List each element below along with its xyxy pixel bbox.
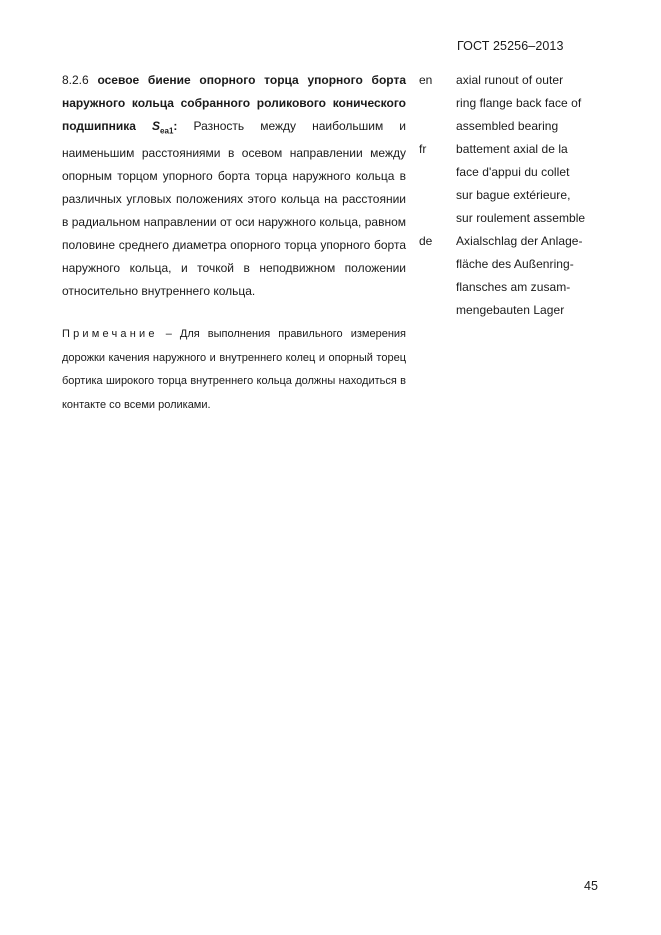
translation-line: assembled bearing bbox=[456, 119, 559, 133]
translation-line: Axialschlag der Anlage- bbox=[456, 234, 583, 248]
term-name-ru: осевое биение опорного торца упорного борта наружного кольца собранного роликового конического подшипника bbox=[62, 73, 407, 133]
lang-code-en: en bbox=[419, 73, 433, 87]
translation-line: ring flange back face of bbox=[456, 96, 582, 110]
translation-line: fläche des Außenring- bbox=[456, 257, 574, 271]
term-entry bbox=[62, 69, 406, 303]
term-symbol-sub: ea1 bbox=[160, 126, 174, 136]
term-definition: Разность между наибольшим и наименьшим расстояниями в осевом направлении между опорным торцом упорного борта торца наружного кольца в различных угловых положениях этого кольца на расстоянии в радиальном направлении от оси наружного кольца, равном половине среднего диаметра опорного торца упорного борта наружного кольца, и точкой в неподвижном положении относительно внутреннего кольца. bbox=[62, 119, 406, 299]
translation-line: sur roulement assemble bbox=[456, 211, 586, 225]
lang-code-fr: fr bbox=[419, 142, 427, 156]
note-label: Примечание bbox=[62, 328, 158, 340]
page-number: 45 bbox=[584, 879, 598, 893]
translation-line: flansches am zusam- bbox=[456, 280, 571, 294]
translation-line: axial runout of outer bbox=[456, 73, 564, 87]
lang-code-de: de bbox=[419, 234, 433, 248]
term-number: 8.2.6 bbox=[62, 73, 89, 87]
translation-line: face d'appui du collet bbox=[456, 165, 570, 179]
standard-designation: ГОСТ 25256–2013 bbox=[457, 39, 564, 53]
translation-fr bbox=[456, 138, 606, 230]
translation-line: sur bague extérieure, bbox=[456, 188, 571, 202]
translation-de bbox=[456, 230, 606, 322]
note-text: Для выполнения правильного измерения дорожки качения наружного и внутреннего колец и опорный торец бортика широкого торца внутреннего кольца должны находиться в контакте со всеми роликами. bbox=[62, 328, 406, 411]
term-colon: : bbox=[173, 119, 178, 133]
note-dash: – bbox=[157, 328, 180, 340]
translation-line: mengebauten Lager bbox=[456, 303, 565, 317]
translation-line: battement axial de la bbox=[456, 142, 568, 156]
translation-en bbox=[456, 69, 606, 138]
term-symbol bbox=[152, 119, 174, 136]
document-header bbox=[457, 39, 564, 53]
note-block bbox=[62, 323, 406, 417]
term-symbol-main: S bbox=[152, 119, 161, 133]
